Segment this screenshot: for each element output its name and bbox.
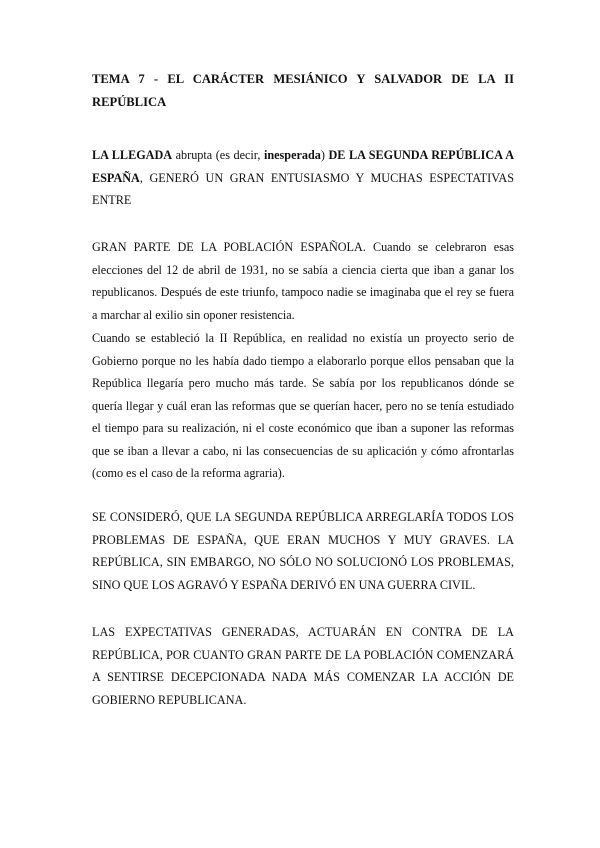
paragraph-line: LAS EXPECTATIVAS GENERADAS, ACTUARÁN EN CONTRA DE LA bbox=[92, 625, 514, 639]
paragraph-line: el tiempo para su realización, ni el coste económico que iban a suponer las reformas bbox=[92, 421, 514, 435]
paragraph-elections bbox=[92, 236, 514, 326]
text-run: , GENERÓ UN GRAN ENTUSIASMO Y MUCHAS ESPECTATIVAS bbox=[139, 170, 514, 185]
paragraph-line: REPÚBLICA, POR CUANTO GRAN PARTE DE LA POBLACIÓN COMENZARÁ bbox=[92, 647, 514, 662]
document-title bbox=[92, 68, 514, 114]
paragraph-line: quería llegar y cuál eran las reformas que se querían hacer, pero no se tenía estudiado bbox=[92, 398, 514, 413]
title-line: TEMA 7 - EL CARÁCTER MESIÁNICO Y SALVADOR DE LA II bbox=[92, 72, 514, 86]
paragraph-line: a marchar al exilio sin oponer resistencia. bbox=[92, 307, 295, 322]
bold-text: LA LLEGADA bbox=[92, 148, 173, 162]
paragraph-intro bbox=[92, 144, 514, 212]
bold-text: DE LA SEGUNDA REPÚBLICA A bbox=[328, 148, 515, 162]
paragraph-line: (como es el caso de la reforma agraria). bbox=[92, 466, 285, 480]
paragraph-expectations bbox=[92, 621, 514, 711]
paragraph-government-project bbox=[92, 327, 514, 485]
paragraph-line: A SENTIRSE DECEPCIONADA NADA MÁS COMENZAR LA ACCIÓN DE bbox=[92, 670, 514, 684]
paragraph-problems bbox=[92, 506, 514, 596]
paragraph-line: GOBIERNO REPUBLICANA. bbox=[92, 692, 247, 707]
paragraph-line: elecciones del 12 de abril de 1931, no se sabía a ciencia cierta que iban a ganar los bbox=[92, 262, 514, 277]
paragraph-line: Gobierno porque no les había dado tiempo a elaborarlo porque ellos pensaban que la bbox=[92, 353, 514, 368]
paragraph-line: SINO QUE LOS AGRAVÓ Y ESPAÑA DERIVÓ EN UNA GUERRA CIVIL. bbox=[92, 577, 476, 592]
text-run: ) bbox=[320, 148, 329, 162]
bold-text: inesperada bbox=[263, 148, 321, 162]
paragraph-line: República llegaría pero mucho más tarde. Se sabía por los republicanos dónde se bbox=[92, 376, 514, 390]
paragraph-line: republicanos. Después de este triunfo, tampoco nadie se imaginaba que el rey se fuera bbox=[92, 285, 514, 299]
paragraph-line: ENTRE bbox=[92, 193, 132, 207]
paragraph-line: REPÚBLICA, SIN EMBARGO, NO SÓLO NO SOLUCIONÓ LOS PROBLEMAS, bbox=[92, 555, 514, 569]
text-run: abrupta (es decir, bbox=[172, 148, 264, 162]
paragraph-line: SE CONSIDERÓ, QUE LA SEGUNDA REPÚBLICA ARREGLARÍA TODOS LOS bbox=[92, 510, 514, 524]
title-line: REPÚBLICA bbox=[92, 95, 167, 109]
paragraph-line: que se iban a llevar a cabo, ni las consecuencias de su aplicación y cómo afrontarlas bbox=[92, 443, 514, 458]
paragraph-line bbox=[92, 144, 514, 167]
paragraph-line: GRAN PARTE DE LA POBLACIÓN ESPAÑOLA. Cuando se celebraron esas bbox=[92, 240, 514, 254]
paragraph-line: PROBLEMAS DE ESPAÑA, QUE ERAN MUCHOS Y MUY GRAVES. LA bbox=[92, 532, 514, 547]
bold-text: ESPAÑA bbox=[92, 170, 140, 185]
paragraph-line bbox=[92, 167, 514, 190]
paragraph-line: Cuando se estableció la II República, en realidad no existía un proyecto serio de bbox=[92, 331, 514, 345]
